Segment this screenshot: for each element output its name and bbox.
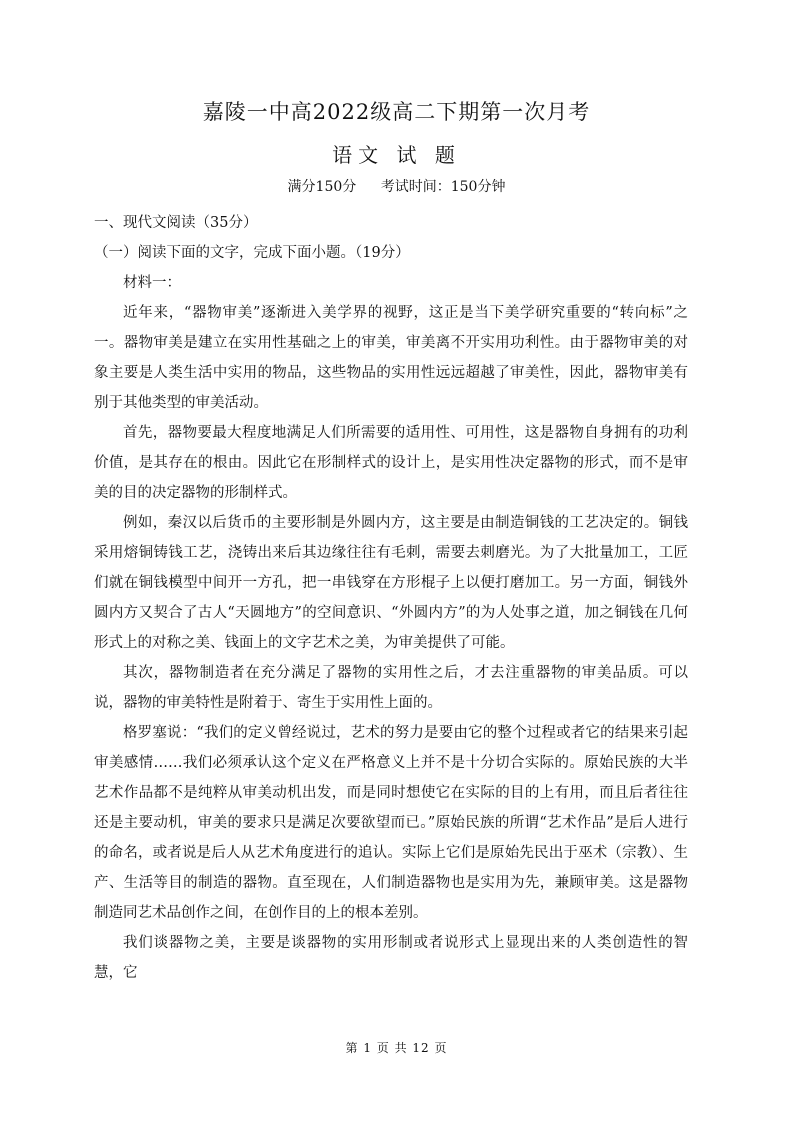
material-label: 材料一： bbox=[123, 275, 181, 291]
full-score: 满分150分 bbox=[287, 179, 357, 195]
paragraph: 其次，器物制造者在充分满足了器物的实用性之后，才去注重器物的审美品质。可以说，器物的审美特性是附着于、寄生于实用性上面的。 bbox=[94, 665, 688, 711]
page-footer: 第 1 页 共 12 页 bbox=[345, 1041, 448, 1055]
section-subheading: （一）阅读下面的文字，完成下面小题。（19分） bbox=[94, 245, 410, 261]
paragraph: 首先，器物要最大程度地满足人们所需要的适用性、可用性，这是器物自身拥有的功利价值，是其存在的根由。因此它在形制样式的设计上，是实用性决定器物的形式，而不是审美的目的决定器物的形制样式。 bbox=[94, 425, 688, 501]
paragraph: 格罗塞说：“我们的定义曾经说过，艺术的努力是要由它的整个过程或者它的结果来引起审美感情……我们必须承认这个定义在严格意义上并不是十分切合实际的。原始民族的大半艺术作品都不是纯粹从审美动机出发，而是同时想使它在实际的目的上有用，而且后者往往还是主要动机，审美的要求只是满足次要欲望而已。”原始民族的所谓“艺术作品”是后人进行的命名，或者说是后人从艺术角度进行的追认。实际上它们是原始先民出于巫术（宗教）、生产、生活等目的制造的器物。直至现在，人们制造器物也是实用为先，兼顾审美。这是器物制造同艺术品创作之间，在创作目的上的根本差别。 bbox=[94, 725, 688, 921]
exam-title: 嘉陵一中高2022级高二下期第一次月考 bbox=[202, 100, 591, 124]
paragraph: 我们谈器物之美，主要是谈器物的实用形制或者说形式上显现出来的人类创造性的智慧，它 bbox=[94, 935, 688, 981]
paragraph: 近年来，“器物审美”逐渐进入美学界的视野，这正是当下美学研究重要的“转向标”之一。器物审美是建立在实用性基础之上的审美，审美离不开实用功利性。由于器物审美的对象主要是人类生活中实用的物品，这些物品的实用性远远超越了审美性，因此，器物审美有别于其他类型的审美活动。 bbox=[94, 305, 688, 411]
section-heading: 一、现代文阅读（35分） bbox=[94, 215, 258, 231]
exam-info bbox=[0, 176, 793, 196]
paragraph: 例如，秦汉以后货币的主要形制是外圆内方，这主要是由制造铜钱的工艺决定的。铜钱采用熔铜铸钱工艺，浇铸出来后其边缘往往有毛刺，需要去刺磨光。为了大批量加工，工匠们就在铜钱模型中间开一方孔，把一串钱穿在方形棍子上以便打磨加工。另一方面，铜钱外圆内方又契合了古人“天圆地方”的空间意识、“外圆内方”的为人处事之道，加之铜钱在几何形式上的对称之美、钱面上的文字艺术之美，为审美提供了可能。 bbox=[94, 515, 688, 651]
exam-subject: 语文 试 题 bbox=[332, 143, 461, 167]
exam-time: 考试时间：150分钟 bbox=[380, 179, 506, 195]
document-body bbox=[94, 208, 688, 988]
